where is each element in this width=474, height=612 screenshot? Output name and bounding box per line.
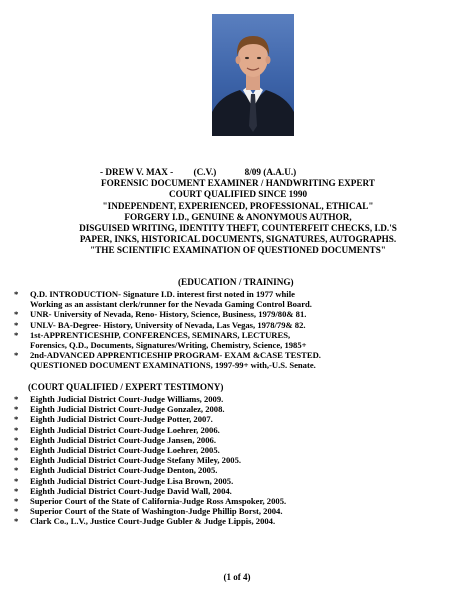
- portrait-photo: [212, 14, 294, 136]
- list-item: [14, 425, 464, 435]
- bullet-marker: *: [14, 434, 19, 445]
- bullet-marker: *: [14, 394, 19, 404]
- list-item: [14, 445, 464, 455]
- list-item-continuation: Working as an assistant clerk/runner for the Nevada Gaming Control Board.: [30, 299, 312, 310]
- bullet-marker: *: [14, 424, 19, 435]
- list-item-text: Eighth Judicial District Court-Judge Loehrer, 2006.: [30, 424, 220, 435]
- list-item-text: Eighth Judicial District Court-Judge Denton, 2005.: [30, 465, 218, 476]
- bullet-marker: *: [14, 506, 19, 517]
- list-item-text: 1st-APPRENTICESHIP, CONFERENCES, SEMINARS, LECTURES,: [30, 329, 291, 340]
- list-item: [14, 465, 464, 475]
- list-item-text: Clark Co., L.V., Justice Court-Judge Gubler & Judge Lippis, 2004.: [30, 516, 276, 527]
- list-item: [14, 330, 464, 350]
- list-item: [14, 435, 464, 445]
- bullet-marker: *: [14, 485, 19, 496]
- bullet-marker: *: [14, 329, 19, 340]
- cv-header: [18, 167, 458, 257]
- list-item: [14, 506, 464, 516]
- header-line: FORGERY I.D., GENUINE & ANONYMOUS AUTHOR,: [124, 211, 352, 222]
- bullet-marker: *: [14, 445, 19, 456]
- list-item-continuation: QUESTIONED DOCUMENT EXAMINATIONS, 1997-99+ with,-U.S. Senate.: [30, 360, 316, 371]
- list-item-text: Eighth Judicial District Court-Judge Loehrer, 2005.: [30, 445, 220, 456]
- list-item-text: Superior Court of the State of California-Judge Ross Amspoker, 2005.: [30, 496, 287, 507]
- list-item-continuation: Forensics, Q.D., Documents, Signatures/Writing, Chemistry, Science, 1985+: [30, 340, 307, 351]
- list-item-text: Eighth Judicial District Court-Judge Jansen, 2006.: [30, 434, 216, 445]
- list-item: [14, 455, 464, 465]
- cv-date: 8/09 (A.A.U.): [244, 167, 297, 177]
- header-line: PAPER, INKS, HISTORICAL DOCUMENTS, SIGNATURES, AUTOGRAPHS.: [79, 234, 397, 245]
- list-item: [14, 414, 464, 424]
- page-number: (1 of 4): [223, 572, 251, 582]
- name-line: [18, 167, 458, 178]
- cv-label: (C.V.): [193, 167, 217, 177]
- list-item: [14, 476, 464, 486]
- header-line: "INDEPENDENT, EXPERIENCED, PROFESSIONAL, ETHICAL": [102, 200, 374, 211]
- bullet-marker: *: [14, 455, 19, 466]
- list-item-text: Eighth Judicial District Court-Judge David Wall, 2004.: [30, 485, 232, 496]
- list-item: [14, 486, 464, 496]
- bullet-marker: *: [14, 350, 19, 361]
- list-item-text: Eighth Judicial District Court-Judge Potter, 2007.: [30, 414, 213, 425]
- list-item-text: Eighth Judicial District Court-Judge Williams, 2009.: [30, 394, 224, 404]
- list-item: [14, 350, 464, 370]
- bullet-marker: *: [14, 516, 19, 527]
- court-section-title: (COURT QUALIFIED / EXPERT TESTIMONY): [28, 382, 224, 392]
- header-line: FORENSIC DOCUMENT EXAMINER / HANDWRITING EXPERT: [101, 178, 375, 189]
- list-item-text: Superior Court of the State of Washington-Judge Phillip Borst, 2004.: [30, 506, 283, 517]
- list-item-text: UNLV- BA-Degree- History, University of Nevada, Las Vegas, 1978/79& 82.: [30, 319, 306, 330]
- list-item-text: 2nd-ADVANCED APPRENTICESHIP PROGRAM- EXAM &CASE TESTED.: [30, 350, 321, 361]
- list-item: [14, 496, 464, 506]
- list-item-text: UNR- University of Nevada, Reno- History, Science, Business, 1979/80& 81.: [30, 309, 307, 320]
- list-item: [14, 320, 464, 330]
- list-item-text: Eighth Judicial District Court-Judge Stefany Miley, 2005.: [30, 455, 242, 466]
- bullet-marker: *: [14, 289, 19, 299]
- list-item: [14, 394, 464, 404]
- court-list: [14, 394, 464, 527]
- list-item: [14, 404, 464, 414]
- education-section-title: (EDUCATION / TRAINING): [178, 277, 294, 287]
- list-item: [14, 516, 464, 526]
- bullet-marker: *: [14, 475, 19, 486]
- list-item-text: Q.D. INTRODUCTION- Signature I.D. interest first noted in 1977 while: [30, 289, 295, 299]
- list-item-text: Eighth Judicial District Court-Judge Gonzalez, 2008.: [30, 404, 225, 415]
- portrait-illustration: [212, 14, 294, 136]
- bullet-marker: *: [14, 319, 19, 330]
- bullet-marker: *: [14, 465, 19, 476]
- education-list: [14, 289, 464, 371]
- list-item-text: Eighth Judicial District Court-Judge Lisa Brown, 2005.: [30, 475, 234, 486]
- header-line: DISGUISED WRITING, IDENTITY THEFT, COUNTERFEIT CHECKS, I.D.'S: [79, 223, 397, 234]
- person-name: - DREW V. MAX -: [100, 167, 174, 177]
- bullet-marker: *: [14, 309, 19, 320]
- header-line: COURT QUALIFIED SINCE 1990: [168, 189, 308, 200]
- bullet-marker: *: [14, 404, 19, 415]
- bullet-marker: *: [14, 414, 19, 425]
- header-line: "THE SCIENTIFIC EXAMINATION OF QUESTIONED DOCUMENTS": [90, 245, 386, 256]
- list-item: [14, 309, 464, 319]
- bullet-marker: *: [14, 496, 19, 507]
- list-item: [14, 289, 464, 309]
